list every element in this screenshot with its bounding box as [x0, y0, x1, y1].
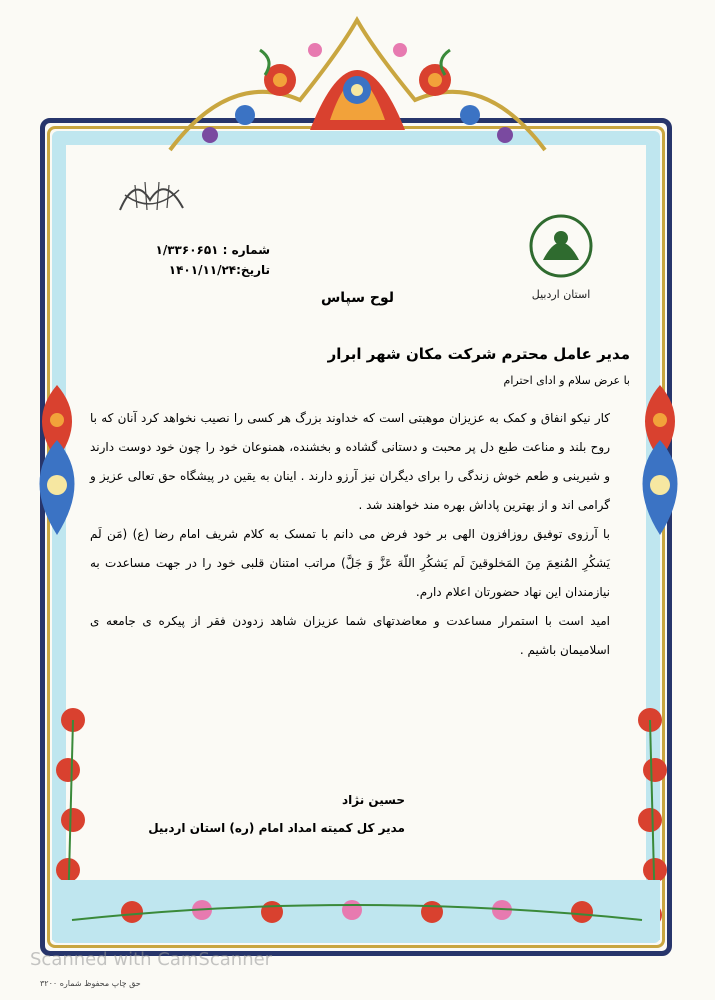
calligraphy-seal-icon [115, 170, 189, 220]
document-date: تاریخ:۱۴۰۱/۱۱/۲۴ [168, 263, 270, 277]
bottom-floral-band [52, 880, 660, 940]
recipient-line: مدیر عامل محترم شرکت مکان شهر ابرار [327, 345, 630, 363]
signer-title: مدیر کل کمیته امداد امام (ره) استان اردبیل [148, 821, 405, 835]
paragraph-3: امید است با استمرار مساعدت و معاضدتهای شما عزیزان شاهد زدودن فقر از پیکره ی جامعه ی اسلامیمان باشیم . [90, 614, 610, 657]
paragraph-2: با آرزوی توفیق روزافزون الهی بر خود فرض می دانم با تمسک به کلام شریف امام رضا (ع) (مَن لَم یَشکُرِ المُنعِمَ مِنَ المَخلوقینَ لَم یَشکُرِ اللّهَ عَزَّ وَ جَلَّ) مراتب امتنان قلبی خود را در جهت مساعدت به نیازمندان این نهاد حضورتان اعلام دارم. [90, 527, 610, 599]
signature-block [148, 786, 405, 842]
document-number: شماره : ۱/۳۳۶۰۶۵۱ [155, 243, 270, 257]
greeting-line: با عرض سلام و ادای احترام [503, 374, 630, 387]
logo-caption: استان اردبیل [531, 288, 591, 301]
right-side-ornament [625, 380, 695, 540]
signer-name: حسین نژاد [342, 793, 405, 807]
document-title: لوح سپاس [320, 290, 395, 306]
crown-floral-ornament [150, 10, 565, 160]
paragraph-1: کار نیکو انفاق و کمک به عزیزان موهبتی است که خداوند بزرگ هر کسی را نصیب نخواهد کرد آنان که با روح بلند و مناعت طبع دل پر محبت و دستانی گشاده و بخشنده، همنوعان خود را چون خود دوست دارند و شیرینی و طعم خوش زندگی را برای دیگران نیز آرزو دارند . اینان به یقین در پیشگاه حق تعالی عزیز و گرامی اند و از بهترین پاداش بهره مند خواهند شد . [90, 411, 610, 512]
scanner-watermark: Scanned with CamScanner [30, 949, 273, 970]
left-side-ornament [22, 380, 92, 540]
footer-print-note: حق چاپ محفوظ شماره ۳۲۰۰ [40, 979, 141, 988]
document-meta [120, 240, 270, 280]
letter-body [90, 404, 610, 665]
